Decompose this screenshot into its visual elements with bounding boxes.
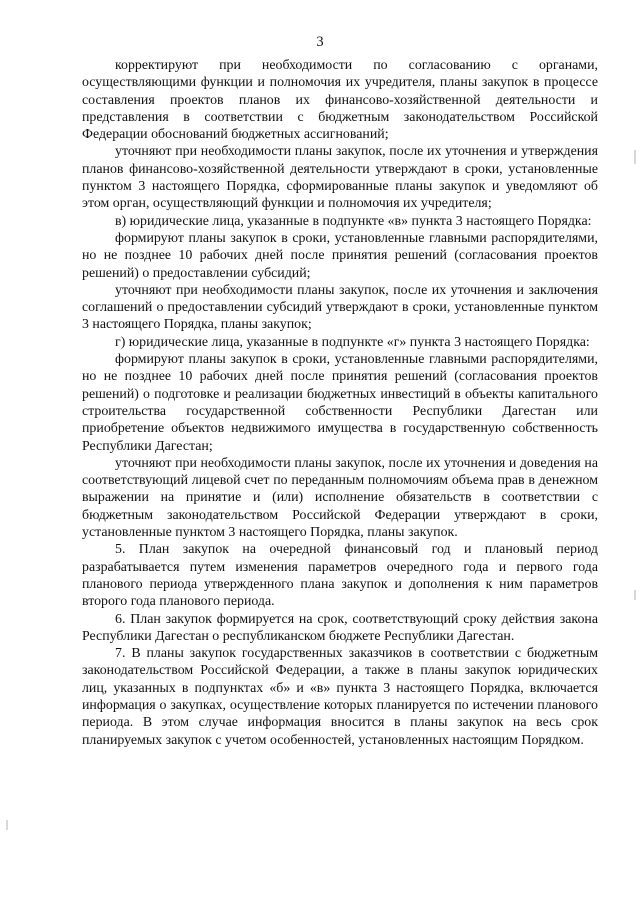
page-number: 3	[316, 34, 324, 50]
scan-margin-mark	[634, 590, 636, 600]
paragraph-subitem-v: в) юридические лица, указанные в подпункте «в» пункта 3 настоящего Порядка:	[115, 213, 592, 229]
paragraph-subitem-g: г) юридические лица, указанные в подпункте «г» пункта 3 настоящего Порядка:	[115, 334, 590, 350]
paragraph-adjust-plans: корректируют при необходимости по согласованию с органами, осуществляющими функции и полномочия их учредителя, планы закупок в процессе составления проектов планов их финансово-хозяйственной деятельности и представления в соответствии с бюджетным законодательством Российской Федерации обоснований бюджетных ассигнований;	[82, 58, 598, 143]
document-body	[82, 57, 598, 749]
paragraph-refine-plans-fhd: уточняют при необходимости планы закупок, после их уточнения и утверждения планов финансово-хозяйственной деятельности утверждают в сроки, установленные пунктом 3 настоящего Порядка, сформированные планы закупок и уведомляют об этом орган, осуществляющий функции и полномочия их учредителя;	[82, 144, 598, 212]
paragraph-item-6: 6. План закупок формируется на срок, соответствующий сроку действия закона Республики Дагестан о республиканском бюджете Республики Дагестан.	[82, 611, 598, 644]
paragraph-item-5: 5. План закупок на очередной финансовый год и плановый период разрабатывается путем изменения параметров очередного года и первого года планового периода утвержденного плана закупок и дополнения к ним параметров второго года планового периода.	[82, 542, 598, 610]
scan-margin-mark	[6, 820, 8, 830]
paragraph-form-plans-investments: формируют планы закупок в сроки, установленные главными распорядителями, но не позднее 10 рабочих дней после принятия решений (согласования проектов решений) о подготовке и реализации бюджетных инвестиций в объекты капитального строительства государственной собственности Республики Дагестан или приобретение объектов недвижимого имущества в государственную собственность Республики Дагестан;	[82, 352, 598, 454]
paragraph-refine-plans-investments: уточняют при необходимости планы закупок, после их уточнения и доведения на соответствующий лицевой счет по переданным полномочиям объема прав в денежном выражении на принятие и (или) исполнение обязательств в соответствии с бюджетным законодательством Российской Федерации утверждают в сроки, установленные пунктом 3 настоящего Порядка, планы закупок.	[82, 455, 598, 541]
paragraph-refine-plans-subsidies: уточняют при необходимости планы закупок, после их уточнения и заключения соглашений о предоставлении субсидий утверждают в сроки, установленные пунктом 3 настоящего Порядка, планы закупок;	[82, 282, 598, 333]
scan-margin-mark	[634, 150, 636, 164]
paragraph-item-7: 7. В планы закупок государственных заказчиков в соответствии с бюджетным законодательством Российской Федерации, а также в планы закупок юридических лиц, указанных в подпунктах «б» и «в» пункта 3 настоящего Порядка, включается информация о закупках, осуществление которых планируется по истечении планового периода. В этом случае информация вносится в планы закупок на весь срок планируемых закупок с учетом особенностей, установленных настоящим Порядком.	[82, 646, 598, 748]
paragraph-form-plans-subsidies: формируют планы закупок в сроки, установленные главными распорядителями, но не позднее 10 рабочих дней после принятия решений (согласования проектов решений) о предоставлении субсидий;	[82, 230, 598, 281]
